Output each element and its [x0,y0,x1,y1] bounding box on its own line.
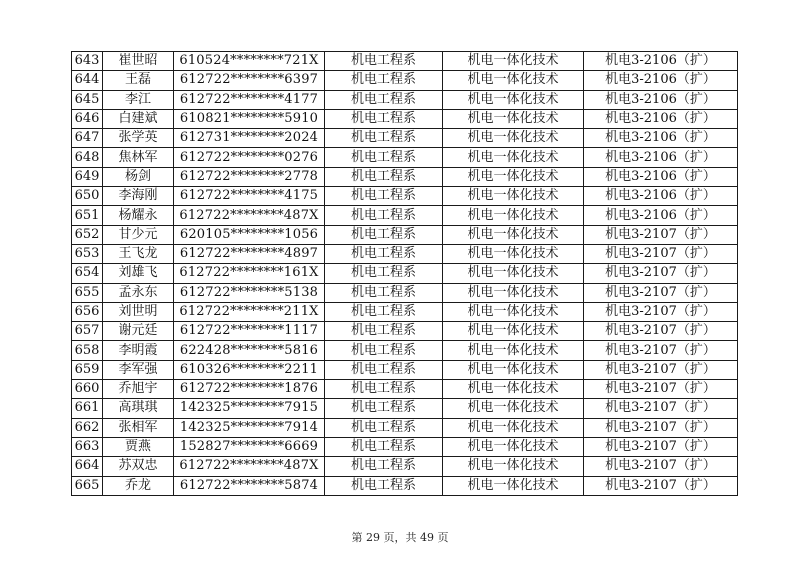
department-cell: 机电工程系 [325,129,443,148]
department-cell: 机电工程系 [325,457,443,476]
table-row [72,129,738,148]
row-number-cell: 649 [72,167,103,186]
major-cell: 机电一体化技术 [443,244,584,263]
table-row [72,167,738,186]
department-cell: 机电工程系 [325,322,443,341]
class-cell: 机电3-2107（扩） [584,418,738,437]
row-number-cell: 644 [72,71,103,90]
table-row [72,302,738,321]
department-cell: 机电工程系 [325,476,443,495]
row-number-cell: 654 [72,264,103,283]
major-cell: 机电一体化技术 [443,52,584,71]
major-cell: 机电一体化技术 [443,148,584,167]
department-cell: 机电工程系 [325,148,443,167]
id-number-cell: 612722********5874 [174,476,325,495]
department-cell: 机电工程系 [325,187,443,206]
row-number-cell: 663 [72,437,103,456]
table-row [72,206,738,225]
major-cell: 机电一体化技术 [443,225,584,244]
table-row [72,322,738,341]
major-cell: 机电一体化技术 [443,399,584,418]
id-number-cell: 612722********4175 [174,187,325,206]
table-row [72,148,738,167]
class-cell: 机电3-2107（扩） [584,360,738,379]
id-number-cell: 610821********5910 [174,109,325,128]
department-cell: 机电工程系 [325,264,443,283]
student-name-cell: 王磊 [103,71,174,90]
row-number-cell: 651 [72,206,103,225]
major-cell: 机电一体化技术 [443,437,584,456]
student-name-cell: 杨剑 [103,167,174,186]
class-cell: 机电3-2107（扩） [584,457,738,476]
student-name-cell: 乔旭宇 [103,380,174,399]
table-row [72,283,738,302]
major-cell: 机电一体化技术 [443,476,584,495]
class-cell: 机电3-2107（扩） [584,399,738,418]
id-number-cell: 612722********0276 [174,148,325,167]
table-row [72,457,738,476]
page-number-footer: 第 29 页，共 49 页 [351,531,449,544]
class-cell: 机电3-2107（扩） [584,225,738,244]
table-row [72,264,738,283]
row-number-cell: 643 [72,52,103,71]
major-cell: 机电一体化技术 [443,341,584,360]
student-name-cell: 杨耀永 [103,206,174,225]
student-name-cell: 李明霞 [103,341,174,360]
row-number-cell: 660 [72,380,103,399]
id-number-cell: 142325********7914 [174,418,325,437]
department-cell: 机电工程系 [325,360,443,379]
row-number-cell: 648 [72,148,103,167]
department-cell: 机电工程系 [325,225,443,244]
table-row [72,52,738,71]
department-cell: 机电工程系 [325,52,443,71]
id-number-cell: 612722********4177 [174,90,325,109]
id-number-cell: 612722********487X [174,206,325,225]
class-cell: 机电3-2107（扩） [584,341,738,360]
department-cell: 机电工程系 [325,302,443,321]
student-name-cell: 白建斌 [103,109,174,128]
row-number-cell: 661 [72,399,103,418]
table-row [72,71,738,90]
student-name-cell: 李海刚 [103,187,174,206]
class-cell: 机电3-2107（扩） [584,380,738,399]
student-name-cell: 甘少元 [103,225,174,244]
id-number-cell: 610524********721X [174,52,325,71]
department-cell: 机电工程系 [325,109,443,128]
student-name-cell: 焦林军 [103,148,174,167]
major-cell: 机电一体化技术 [443,380,584,399]
student-name-cell: 苏双忠 [103,457,174,476]
department-cell: 机电工程系 [325,90,443,109]
row-number-cell: 664 [72,457,103,476]
id-number-cell: 620105********1056 [174,225,325,244]
id-number-cell: 612722********5138 [174,283,325,302]
row-number-cell: 658 [72,341,103,360]
major-cell: 机电一体化技术 [443,360,584,379]
department-cell: 机电工程系 [325,418,443,437]
class-cell: 机电3-2107（扩） [584,437,738,456]
table-row [72,380,738,399]
row-number-cell: 657 [72,322,103,341]
student-name-cell: 贾燕 [103,437,174,456]
class-cell: 机电3-2107（扩） [584,283,738,302]
department-cell: 机电工程系 [325,71,443,90]
student-name-cell: 刘雄飞 [103,264,174,283]
class-cell: 机电3-2107（扩） [584,302,738,321]
class-cell: 机电3-2106（扩） [584,148,738,167]
student-name-cell: 王飞龙 [103,244,174,263]
id-number-cell: 142325********7915 [174,399,325,418]
row-number-cell: 650 [72,187,103,206]
id-number-cell: 612722********161X [174,264,325,283]
table-row [72,244,738,263]
table-row [72,90,738,109]
major-cell: 机电一体化技术 [443,71,584,90]
student-name-cell: 李江 [103,90,174,109]
major-cell: 机电一体化技术 [443,129,584,148]
department-cell: 机电工程系 [325,399,443,418]
department-cell: 机电工程系 [325,244,443,263]
student-name-cell: 刘世明 [103,302,174,321]
id-number-cell: 612722********6397 [174,71,325,90]
major-cell: 机电一体化技术 [443,283,584,302]
student-name-cell: 崔世昭 [103,52,174,71]
id-number-cell: 622428********5816 [174,341,325,360]
row-number-cell: 652 [72,225,103,244]
row-number-cell: 656 [72,302,103,321]
student-name-cell: 孟永东 [103,283,174,302]
student-name-cell: 谢元廷 [103,322,174,341]
major-cell: 机电一体化技术 [443,167,584,186]
id-number-cell: 612731********2024 [174,129,325,148]
major-cell: 机电一体化技术 [443,418,584,437]
table-row [72,109,738,128]
department-cell: 机电工程系 [325,341,443,360]
row-number-cell: 653 [72,244,103,263]
student-name-cell: 高琪琪 [103,399,174,418]
id-number-cell: 612722********1876 [174,380,325,399]
department-cell: 机电工程系 [325,283,443,302]
major-cell: 机电一体化技术 [443,457,584,476]
id-number-cell: 612722********2778 [174,167,325,186]
table-row [72,187,738,206]
id-number-cell: 610326********2211 [174,360,325,379]
department-cell: 机电工程系 [325,437,443,456]
class-cell: 机电3-2107（扩） [584,264,738,283]
student-name-cell: 张相军 [103,418,174,437]
row-number-cell: 646 [72,109,103,128]
class-cell: 机电3-2106（扩） [584,90,738,109]
row-number-cell: 665 [72,476,103,495]
major-cell: 机电一体化技术 [443,109,584,128]
class-cell: 机电3-2106（扩） [584,52,738,71]
major-cell: 机电一体化技术 [443,90,584,109]
id-number-cell: 612722********4897 [174,244,325,263]
class-cell: 机电3-2106（扩） [584,167,738,186]
class-cell: 机电3-2106（扩） [584,187,738,206]
student-name-cell: 李军强 [103,360,174,379]
table-row [72,399,738,418]
id-number-cell: 612722********211X [174,302,325,321]
class-cell: 机电3-2107（扩） [584,476,738,495]
row-number-cell: 645 [72,90,103,109]
row-number-cell: 662 [72,418,103,437]
table-row [72,476,738,495]
class-cell: 机电3-2107（扩） [584,322,738,341]
major-cell: 机电一体化技术 [443,322,584,341]
row-number-cell: 647 [72,129,103,148]
id-number-cell: 152827********6669 [174,437,325,456]
id-number-cell: 612722********1117 [174,322,325,341]
class-cell: 机电3-2106（扩） [584,129,738,148]
department-cell: 机电工程系 [325,167,443,186]
student-name-cell: 乔龙 [103,476,174,495]
department-cell: 机电工程系 [325,380,443,399]
row-number-cell: 659 [72,360,103,379]
row-number-cell: 655 [72,283,103,302]
table-row [72,225,738,244]
major-cell: 机电一体化技术 [443,187,584,206]
major-cell: 机电一体化技术 [443,264,584,283]
table-row [72,437,738,456]
major-cell: 机电一体化技术 [443,302,584,321]
class-cell: 机电3-2106（扩） [584,71,738,90]
table-row [72,341,738,360]
class-cell: 机电3-2106（扩） [584,109,738,128]
table-row [72,418,738,437]
class-cell: 机电3-2106（扩） [584,206,738,225]
class-cell: 机电3-2107（扩） [584,244,738,263]
roster-table [71,51,738,496]
student-name-cell: 张学英 [103,129,174,148]
department-cell: 机电工程系 [325,206,443,225]
table-row [72,360,738,379]
roster-table-body [72,52,738,496]
id-number-cell: 612722********487X [174,457,325,476]
major-cell: 机电一体化技术 [443,206,584,225]
